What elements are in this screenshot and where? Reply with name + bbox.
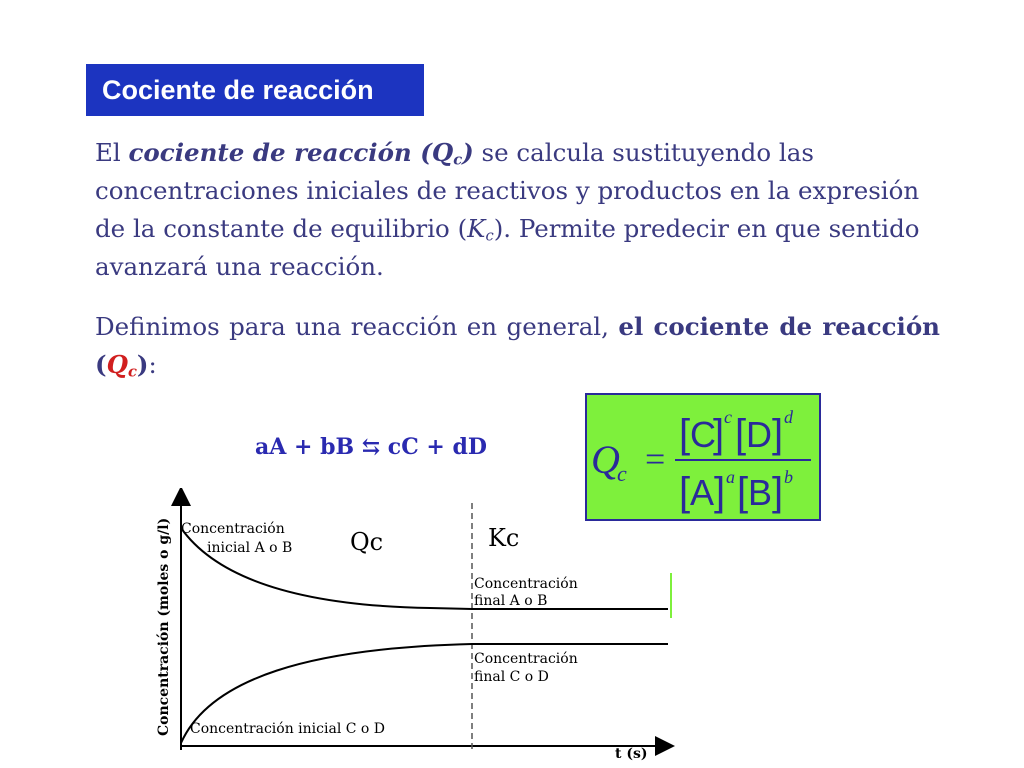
svg-text:D: D [746,414,772,455]
svg-text:A: A [690,472,715,513]
label-initial-ab-l2: inicial A o B [207,540,293,556]
svg-text:[: [ [735,412,747,456]
denominator [679,467,793,514]
paragraph-general-reaction: Definimos para una reacción en general, el cociente de reacción $(Q_c)$: [95,312,940,381]
label-final-cd-l2: final C o D [474,669,549,685]
concentration-chart [150,488,680,763]
label-initial-cd: Concentración inicial C o D [190,721,386,737]
paragraph-definition: El cociente de reacción $(Q_c)$ se calcula sustituyendo las concentraciones iniciales de reactivos y productos en la expresión de la constante de equilibrio $(K_c)$. Permite predecir en que sentido avanzará una reacción. [95,138,920,281]
svg-text:[: [ [679,412,691,456]
svg-text:=: = [645,439,666,479]
svg-text:c: c [724,407,732,427]
qc-term: cociente de reacción $(Q_c)$ [128,138,474,169]
svg-text:[: [ [737,470,749,514]
svg-text:]: ] [713,412,725,456]
svg-text:d: d [784,407,793,427]
svg-text:B: B [748,472,773,513]
numerator [679,407,794,456]
label-initial-ab-l1: Concentración [181,521,285,537]
svg-text:b: b [784,467,793,487]
x-axis-label: t (s) [615,746,648,762]
svg-text:Q: Q [591,437,620,482]
slide-title: Cociente de reacción [86,64,424,116]
svg-text:]: ] [772,470,784,514]
region-label-qc: Qc [350,528,384,556]
region-label-kc: Kc [488,524,520,552]
svg-text:c: c [617,461,627,486]
svg-text:]: ] [714,470,726,514]
label-final-ab-l1: Concentración [474,576,578,592]
y-axis-label: Concentración (moles o g/l) [156,517,172,736]
svg-text:C: C [690,414,716,455]
svg-text:a: a [726,467,735,487]
svg-text:]: ] [772,412,784,456]
svg-text:[: [ [679,470,691,514]
label-final-ab-l2: final A o B [474,593,548,609]
label-final-cd-l1: Concentración [474,651,578,667]
reaction-equation: aA + bB ⇆ cC + dD [255,434,487,460]
